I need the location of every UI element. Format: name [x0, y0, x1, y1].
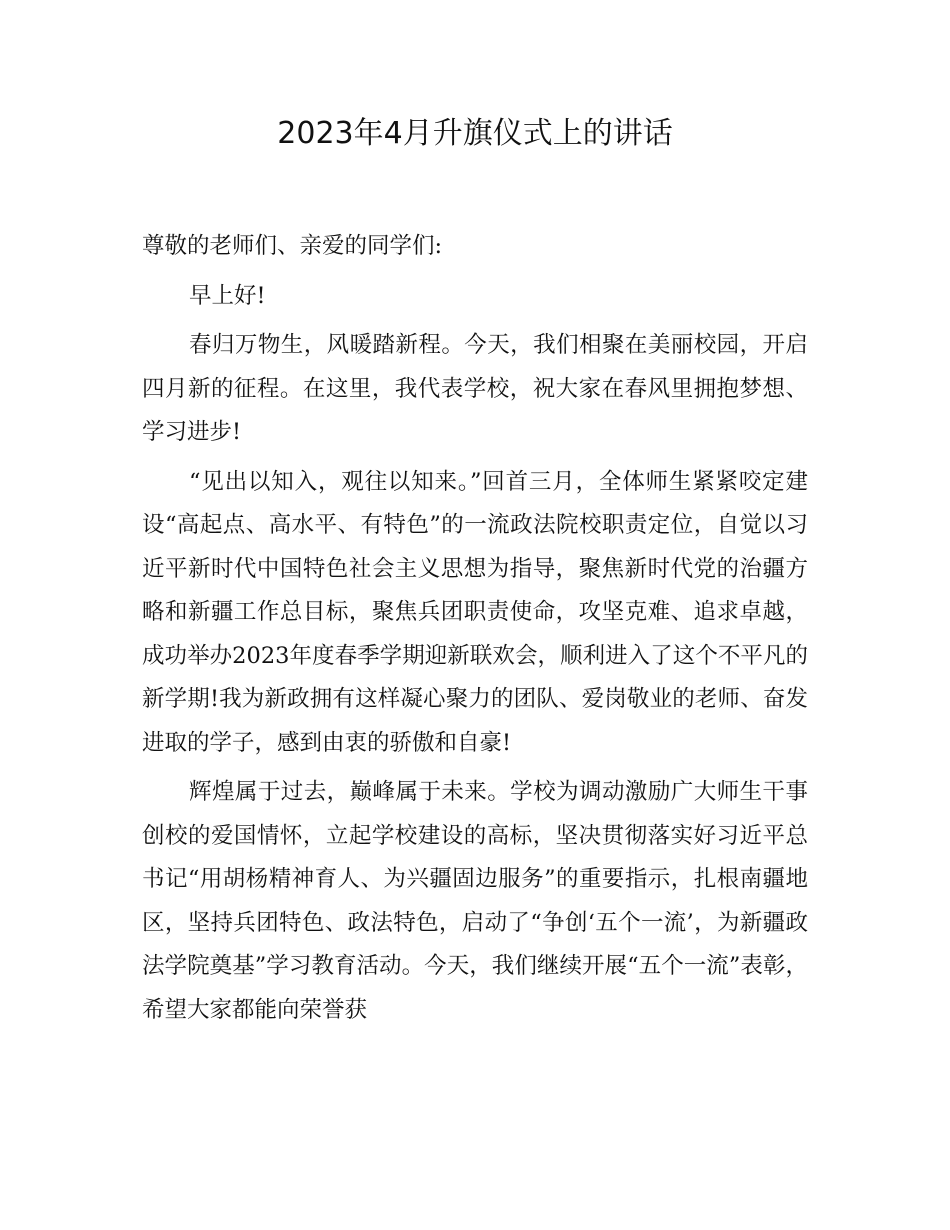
paragraph-opening: 春归万物生，风暖踏新程。今天，我们相聚在美丽校园，开启四月新的征程。在这里，我代表学校，祝大家在春风里拥抱梦想、学习进步!	[142, 332, 808, 445]
document-title: 2023年4月升旗仪式上的讲话	[277, 116, 673, 151]
paragraph-greeting: 早上好!	[189, 282, 266, 309]
document-body	[142, 225, 808, 1038]
paragraph-future: 辉煌属于过去，巅峰属于未来。学校为调动激励广大师生干事创校的爱国情怀，立起学校建设的高标，坚决贯彻落实好习近平总书记“用胡杨精神育人、为兴疆固边服务”的重要指示，扎根南疆地区，坚持兵团特色、政法特色，启动了“争创‘五个一流’，为新疆政法学院奠基”学习教育活动。今天，我们继续开展“五个一流”表彰，希望大家都能向荣誉获	[142, 779, 808, 1023]
paragraph-review: “见出以知入，观往以知来。”回首三月，全体师生紧紧咬定建设“高起点、高水平、有特色”的一流政法院校职责定位，自觉以习近平新时代中国特色社会主义思想为指导，聚焦新时代党的治疆方略和新疆工作总目标，聚焦兵团职责使命，攻坚克难、追求卓越，成功举办2023年度春季学期迎新联欢会，顺利进入了这个不平凡的新学期!我为新政拥有这样凝心聚力的团队、爱岗敬业的老师、奋发进取的学子，感到由衷的骄傲和自豪!	[142, 468, 808, 756]
salutation: 尊敬的老师们、亲爱的同学们:	[142, 233, 443, 259]
